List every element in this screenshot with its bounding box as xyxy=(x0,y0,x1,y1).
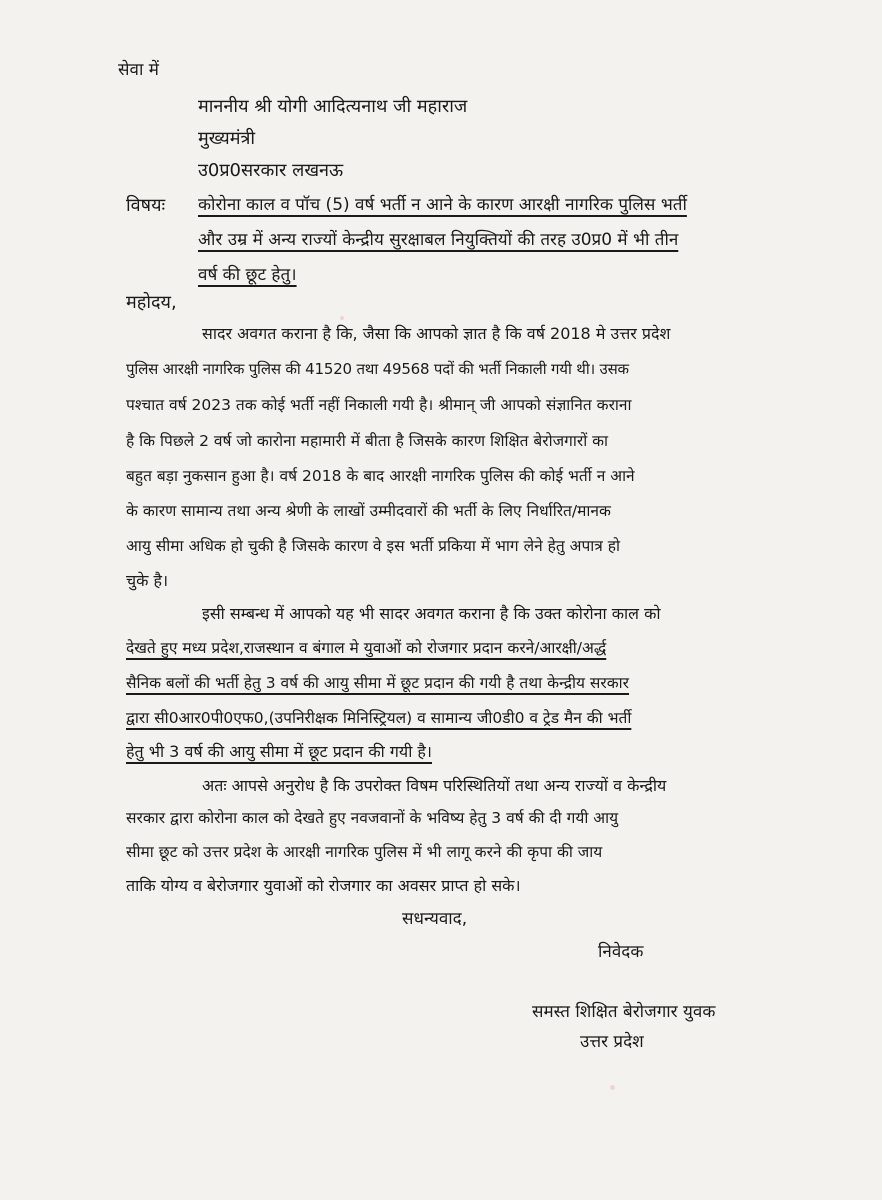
paragraph-1-line: पुलिस आरक्षी नागरिक पुलिस की 41520 तथा 49568 पदों की भर्ती निकाली गयी थी। उसक xyxy=(126,360,629,378)
paper-speck xyxy=(610,1085,615,1090)
paragraph-1-line: बहुत बड़ा नुकसान हुआ है। वर्ष 2018 के बाद आरक्षी नागरिक पुलिस की कोई भर्ती न आने xyxy=(126,467,635,485)
subject-line: वर्ष की छूट हेतु। xyxy=(198,265,297,285)
sender-name: समस्त शिक्षित बेरोजगार युवक xyxy=(532,1002,716,1022)
paragraph-1-line: के कारण सामान्य तथा अन्य श्रेणी के लाखों उम्मीदवारों की भर्ती के लिए निर्धारित/मानक xyxy=(126,502,611,520)
paragraph-2-line: इसी सम्बन्ध में आपको यह भी सादर अवगत कराना है कि उक्त कोरोना काल को xyxy=(202,604,661,623)
sender-place: उत्तर प्रदेश xyxy=(580,1032,644,1052)
paragraph-1-line: पश्चात वर्ष 2023 तक कोई भर्ती नहीं निकाली गयी है। श्रीमान् जी आपको संज्ञानित कराना xyxy=(126,396,632,414)
paragraph-1-line: आयु सीमा अधिक हो चुकी है जिसके कारण वे इस भर्ती प्रकिया में भाग लेने हेतु अपात्र हो xyxy=(126,537,620,555)
salutation-to: सेवा में xyxy=(118,60,159,80)
paragraph-2-line: सैनिक बलों की भर्ती हेतु 3 वर्ष की आयु सीमा में छूट प्रदान की गयी है तथा केन्द्रीय सरकार xyxy=(126,674,630,692)
addressee-office: उ0प्र0सरकार लखनऊ xyxy=(198,160,344,181)
subject-label: विषयः xyxy=(126,195,166,216)
subject-line: कोरोना काल व पॉच (5) वर्ष भर्ती न आने के कारण आरक्षी नागरिक पुलिस भर्ती xyxy=(198,195,687,215)
subject-line: और उम्र में अन्य राज्यों केन्द्रीय सुरक्षाबल नियुक्तियों की तरह उ0प्र0 में भी तीन xyxy=(198,230,679,250)
paragraph-2-line: द्वारा सी0आर0पी0एफ0,(उपनिरीक्षक मिनिस्ट्रियल) व सामान्य जी0डी0 व ट्रेड मैन की भर्ती xyxy=(126,709,632,727)
paragraph-3-line: सीमा छूट को उत्तर प्रदेश के आरक्षी नागरिक पुलिस में भी लागू करने की कृपा की जाय xyxy=(126,843,603,861)
paragraph-2-line: हेतु भी 3 वर्ष की आयु सीमा में छूट प्रदान की गयी है। xyxy=(126,742,432,761)
paper-speck xyxy=(340,316,344,320)
paragraph-3-line: ताकि योग्य व बेरोजगार युवाओं को रोजगार का अवसर प्राप्त हो सके। xyxy=(126,876,521,895)
paragraph-2-line: देखते हुए मध्य प्रदेश,राजस्थान व बंगाल मे युवाओं को रोजगार प्रदान करने/आरक्षी/अर्द्ध xyxy=(126,639,607,657)
addressee-designation: मुख्यमंत्री xyxy=(198,128,256,149)
signature-label: निवेदक xyxy=(598,942,644,962)
greeting: महोदय, xyxy=(126,292,177,313)
paragraph-1-line: सादर अवगत कराना है कि, जैसा कि आपको ज्ञात है कि वर्ष 2018 मे उत्तर प्रदेश xyxy=(202,324,671,343)
paragraph-3-line: अतः आपसे अनुरोध है कि उपरोक्त विषम परिस्थितियों तथा अन्य राज्यों व केन्द्रीय xyxy=(202,776,667,795)
paragraph-1-line: चुके है। xyxy=(126,571,169,590)
addressee-name: माननीय श्री योगी आदित्यनाथ जी महाराज xyxy=(198,96,468,117)
paragraph-1-line: है कि पिछले 2 वर्ष जो कारोना महामारी में बीता है जिसके कारण शिक्षित बेरोजगारों का xyxy=(126,432,609,450)
closing: सधन्यवाद, xyxy=(402,909,468,929)
paragraph-3-line: सरकार द्वारा कोरोना काल को देखते हुए नवजवानों के भविष्य हेतु 3 वर्ष की दी गयी आयु xyxy=(126,809,619,827)
